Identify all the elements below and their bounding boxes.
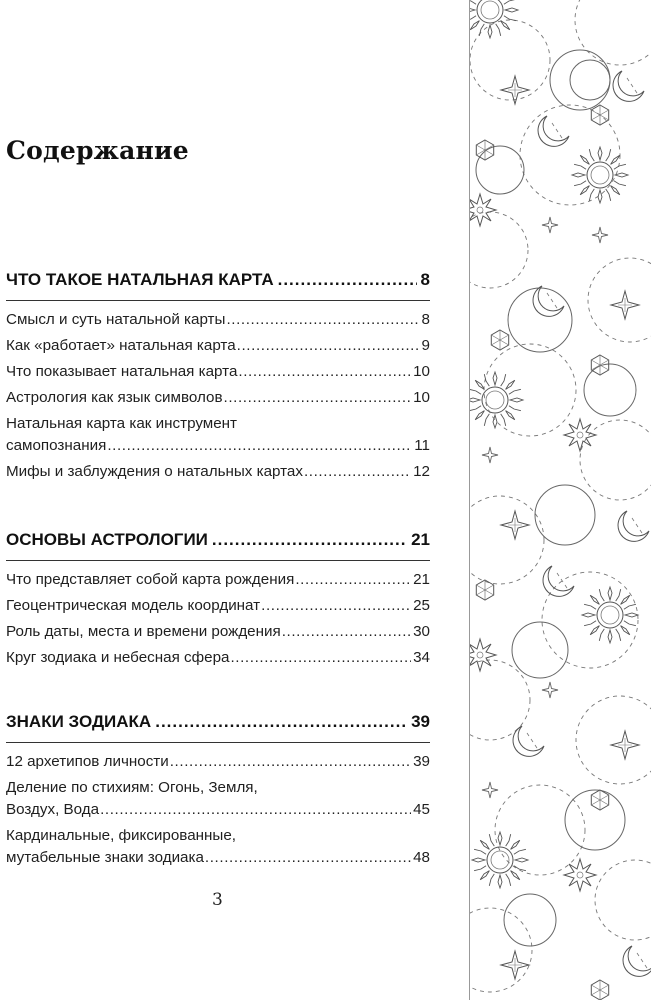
section-heading[interactable]	[6, 528, 430, 552]
toc-entry[interactable]: Геоцентрическая модель координат ..... 25	[6, 595, 430, 617]
toc-entry[interactable]: 12 архетипов личности ..... 39	[6, 751, 430, 773]
section-heading-title: ЗНАКИ ЗОДИАКА	[6, 712, 152, 731]
section-divider	[6, 560, 430, 561]
toc-section	[6, 268, 430, 487]
section-heading[interactable]	[6, 710, 430, 734]
celestial-pattern	[470, 0, 651, 1000]
section-heading-page: 8	[420, 270, 430, 289]
toc-entry[interactable]: Астрология как язык символов ..... 10	[6, 387, 430, 409]
toc-entry[interactable]: Что показывает натальная карта ..... 10	[6, 361, 430, 383]
toc-section	[6, 528, 430, 673]
section-divider	[6, 742, 430, 743]
toc-entry[interactable]: Круг зодиака и небесная сфера ..... 34	[6, 647, 430, 669]
toc-entry[interactable]: Мифы и заблуждения о натальных картах ..... 12	[6, 461, 430, 483]
section-heading-page: 39	[411, 712, 430, 731]
section-heading-page: 21	[411, 530, 430, 549]
toc-entry[interactable]: Как «работает» натальная карта ..... 9	[6, 335, 430, 357]
toc-entry[interactable]: Деление по стихиям: Огонь, Земля, Воздух, Вода ..... 45	[6, 777, 430, 821]
toc-entry[interactable]: Кардинальные, фиксированные, мутабельные знаки зодиака ..... 48	[6, 825, 430, 869]
section-heading-title: ЧТО ТАКОЕ НАТАЛЬНАЯ КАРТА	[6, 270, 274, 289]
toc-entry[interactable]: Что представляет собой карта рождения ..... 21	[6, 569, 430, 591]
page-number: 3	[212, 890, 223, 910]
toc-entry[interactable]: Натальная карта как инструмент самопознания ..... 11	[6, 413, 430, 457]
decorative-pattern-panel	[469, 0, 651, 1000]
page-title: Содержание	[6, 136, 189, 165]
toc-entry[interactable]: Смысл и суть натальной карты ..... 8	[6, 309, 430, 331]
section-divider	[6, 300, 430, 301]
toc-section	[6, 710, 430, 873]
section-heading[interactable]	[6, 268, 430, 292]
section-heading-title: ОСНОВЫ АСТРОЛОГИИ	[6, 530, 208, 549]
toc-entry[interactable]: Роль даты, места и времени рождения ..... 30	[6, 621, 430, 643]
